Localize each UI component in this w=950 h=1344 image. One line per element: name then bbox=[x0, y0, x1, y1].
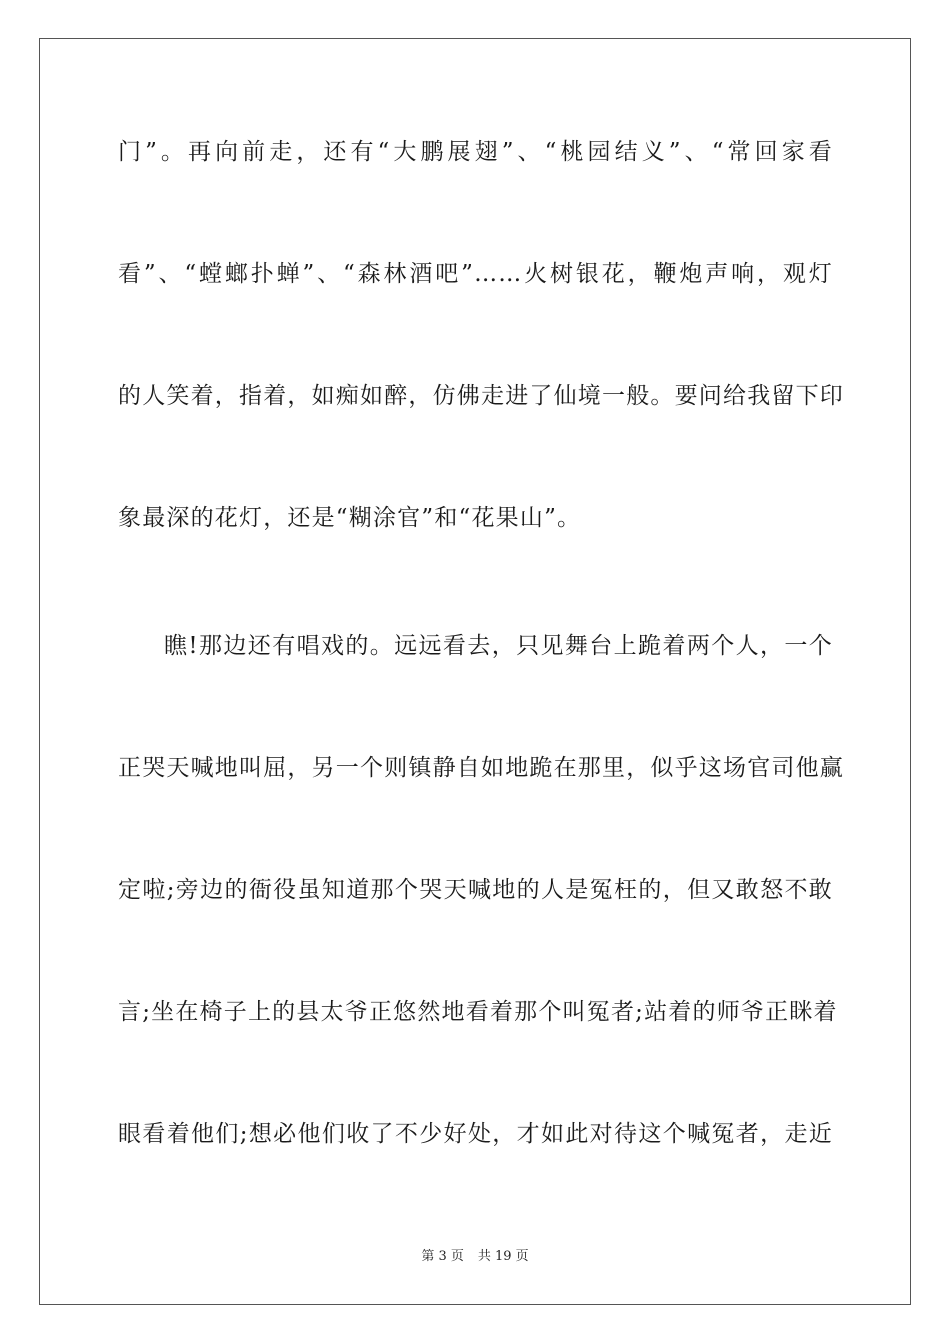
text-line: 看”、“螳螂扑蝉”、“森林酒吧”……火树银花，鞭炮声响，观灯 bbox=[118, 261, 833, 287]
page-total: 共 19 页 bbox=[477, 1249, 529, 1264]
page-footer bbox=[0, 1248, 950, 1266]
text-line: 门”。再向前走，还有“大鹏展翅”、“桃园结义”、“常回家看 bbox=[118, 139, 833, 165]
text-line: 象最深的花灯，还是“糊涂官”和“花果山”。 bbox=[118, 505, 582, 531]
text-line: 正哭天喊地叫屈，另一个则镇静自如地跪在那里，似乎这场官司他赢 bbox=[118, 755, 844, 781]
page-number: 第 3 页 bbox=[421, 1249, 464, 1264]
text-line: 眼看着他们;想必他们收了不少好处，才如此对待这个喊冤者，走近 bbox=[118, 1121, 833, 1147]
text-line: 的人笑着，指着，如痴如醉，仿佛走进了仙境一般。要问给我留下印 bbox=[118, 383, 844, 409]
text-line: 定啦;旁边的衙役虽知道那个哭天喊地的人是冤枉的，但又敢怒不敢 bbox=[118, 877, 833, 903]
page-border bbox=[39, 38, 911, 1305]
text-line: 言;坐在椅子上的县太爷正悠然地看着那个叫冤者;站着的师爷正眯着 bbox=[118, 999, 838, 1025]
paragraph-first-line: 瞧!那边还有唱戏的。远远看去，只见舞台上跪着两个人，一个 bbox=[164, 633, 833, 659]
